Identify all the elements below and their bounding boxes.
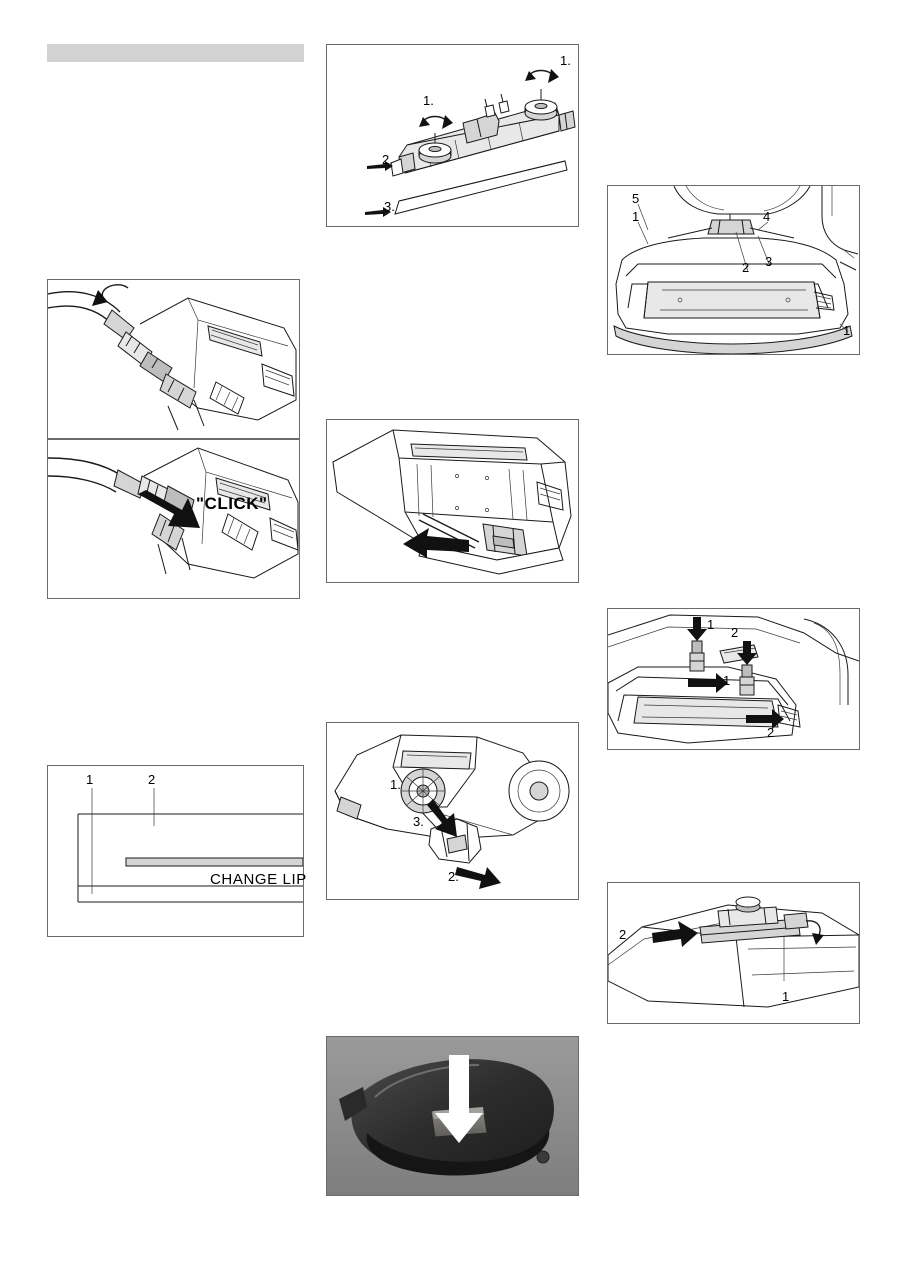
- callout-fig8-2: 2.: [448, 869, 459, 884]
- callout-fig2-1a: 1: [632, 209, 640, 224]
- callout-fig1-2: 2.: [382, 152, 393, 167]
- squeegee-mount-diagram: [607, 882, 860, 1024]
- callout-fig1-3: 3.: [384, 199, 395, 214]
- callout-fig6-2a: 2: [731, 625, 739, 640]
- squeegee-assembly-diagram: [326, 44, 579, 227]
- callout-fig7-1: 1: [86, 772, 94, 787]
- callout-fig6-1a: 1: [707, 617, 715, 632]
- callout-fig2-4: 4: [763, 209, 771, 224]
- click-label: "CLICK": [196, 494, 268, 513]
- callout-fig9-1: 1: [782, 989, 790, 1004]
- drain-hose-rotate-diagram: [47, 279, 300, 439]
- callout-fig6-2b: 2: [767, 725, 775, 740]
- callout-fig2-1b: 1: [843, 323, 851, 338]
- callout-fig2-5: 5: [632, 191, 640, 206]
- machine-side-pull-diagram: [326, 419, 579, 583]
- callout-fig8-3: 3.: [413, 814, 424, 829]
- callout-fig6-1b: 1: [723, 673, 731, 688]
- callout-fig1-1a: 1.: [560, 53, 571, 68]
- gray-header-bar: [47, 44, 304, 62]
- pedal-photo: [326, 1036, 579, 1196]
- callout-fig7-2: 2: [148, 772, 156, 787]
- callout-fig2-2: 2: [742, 260, 750, 275]
- callout-fig1-1b: 1.: [423, 93, 434, 108]
- drain-hose-click-diagram: [47, 439, 300, 599]
- squeegee-lip-wear-diagram: [47, 765, 304, 937]
- rear-deck-numbered-diagram: [607, 185, 860, 355]
- callout-fig9-2: 2: [619, 927, 627, 942]
- callout-fig8-1: 1.: [390, 777, 401, 792]
- callout-fig2-3: 3: [765, 254, 773, 269]
- change-lip-label: CHANGE LIP: [210, 871, 307, 888]
